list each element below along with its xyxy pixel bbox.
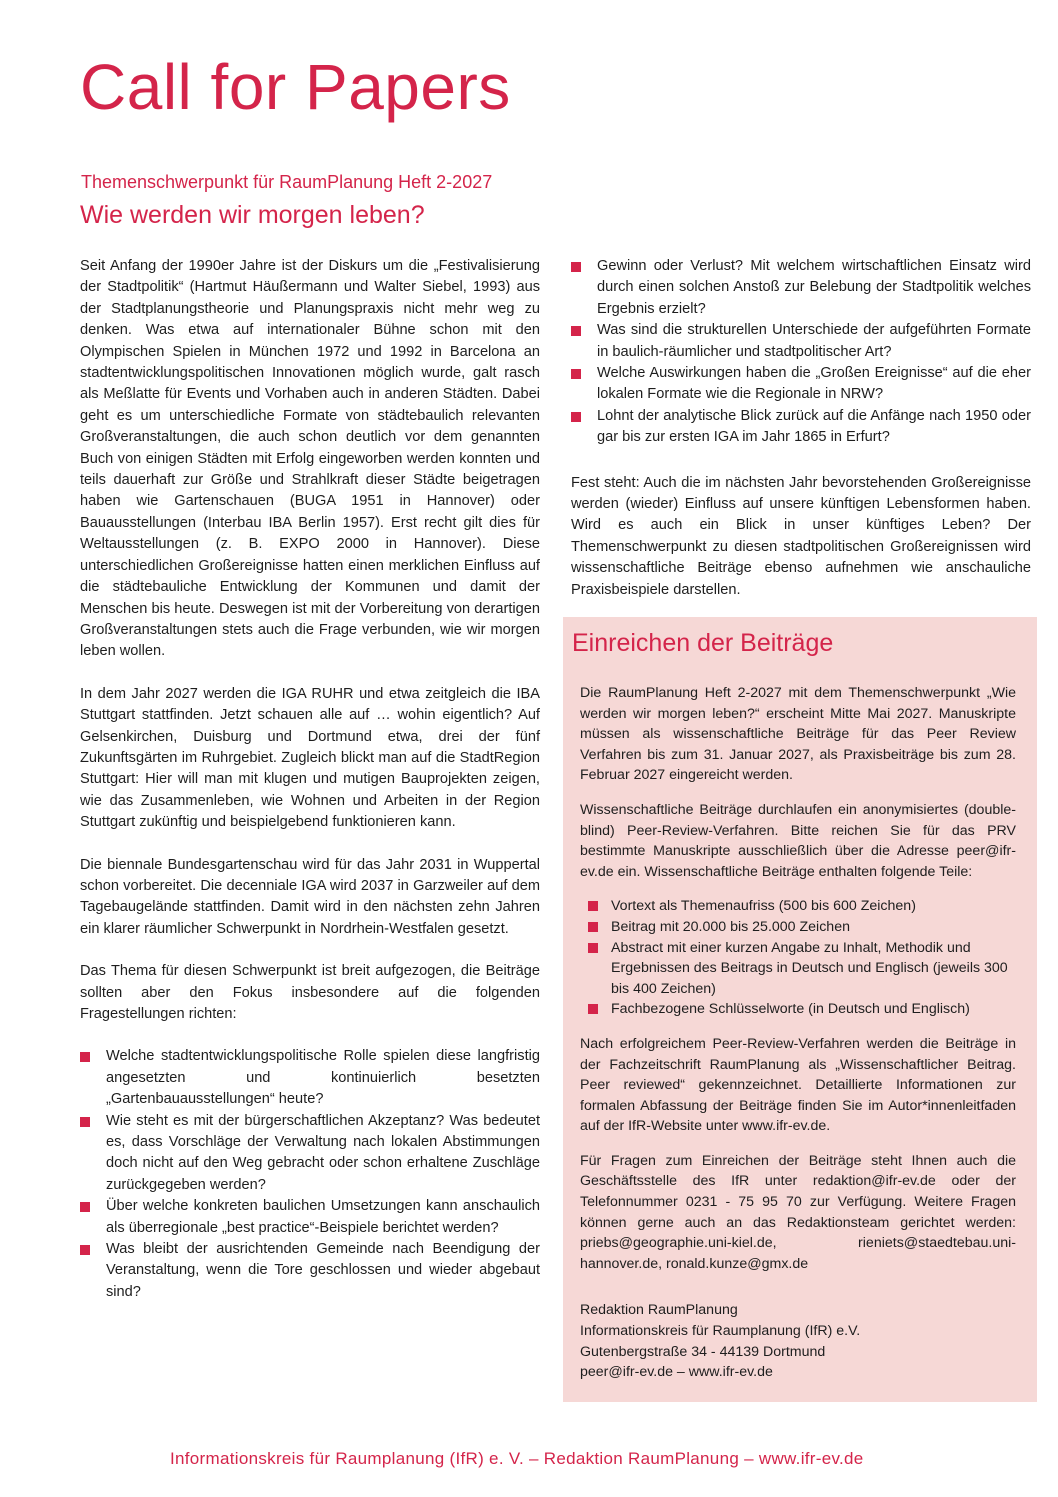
list-item-text: Beitrag mit 20.000 bis 25.000 Zeichen	[611, 918, 850, 935]
list-item	[580, 917, 1016, 938]
bullet-square-icon	[588, 943, 598, 953]
topic-paragraph: Das Thema für diesen Schwerpunkt ist breit aufgezogen, die Beiträge sollten aber den Fokus insbesondere auf die folgenden Fragestellungen richten:	[80, 963, 540, 1022]
page-subtitle: Themenschwerpunkt für RaumPlanung Heft 2-2027	[81, 172, 493, 192]
publication-paragraph: Nach erfolgreichem Peer-Review-Verfahren werden die Beiträge in der Fachzeitschrift RaumPlanung als „Wissenschaftlicher Beitrag. Peer reviewed“ gekennzeichnet. Detaillierte Informationen zur formalen Abfassung der Beiträge finden Sie im Autor*innenleitfaden auf der IfR-Website unter www.ifr-ev.de.	[580, 1035, 1016, 1135]
bullet-square-icon	[80, 1202, 90, 1212]
right-column	[571, 256, 1031, 601]
footer-text: Informationskreis für Raumplanung (IfR) e. V. – Redaktion RaumPlanung – www.ifr-ev.de	[170, 1449, 864, 1468]
list-item	[571, 256, 1031, 320]
theme-question: Wie werden wir morgen leben?	[80, 201, 425, 229]
list-item	[80, 1196, 540, 1239]
conclusion-paragraph: Fest steht: Auch die im nächsten Jahr bevorstehenden Großereignisse werden (wieder) Einfluss auf unsere künftigen Lebensformen haben. Wird es auch ein Blick in unser künftiges Leben? Der Themenschwerpunkt zu diesen stadtpolitischen Großereignissen wird wissenschaftliche Beiträge ebenso aufnehmen wie anschauliche Praxisbeispiele darstellen.	[571, 474, 1031, 598]
list-item-text: Wie steht es mit der bürgerschaftlichen Akzeptanz? Was bedeutet es, dass Vorschläge der Verwaltung nach lokalen Abstimmungen doch nicht auf den Weg gebracht oder schon erhaltene Zuschläge zurückgegeben werden?	[106, 1112, 540, 1193]
buga-paragraph: Die biennale Bundesgartenschau wird für das Jahr 2031 in Wuppertal schon vorbereitet. Die decenniale IGA wird 2037 in Garzweiler auf dem Tagebaugelände stattfinden. Damit wird in den nächsten zehn Jahren ein klarer räumlicher Schwerpunkt in Nordrhein-Westfalen gesetzt.	[80, 856, 540, 937]
list-item-text: Welche stadtentwicklungspolitische Rolle spielen diese langfristig angesetzten und kontinuierlich besetzten „Gartenbauausstellungen“ heute?	[106, 1048, 540, 1108]
iga-ruhr-paragraph: In dem Jahr 2027 werden die IGA RUHR und etwa zeitgleich die IBA Stuttgart stattfinden. Jetzt schauen alle auf … wohin eigentlich? Auf Gelsenkirchen, Duisburg und Dortmund etwa, drei der fünf Zukunftsgärten im Ruhrgebiet. Zugleich blickt man auf die StadtRegion Stuttgart: Hier will man mit klugen und mutigen Bauprojekten zeigen, wie das Zusammenleben, wie Wohnen und Arbeiten in der Region Stuttgart zukünftig und beispielgebend funktionieren kann.	[80, 685, 540, 831]
list-item-text: Abstract mit einer kurzen Angabe zu Inhalt, Methodik und Ergebnissen des Beitrags in Deutsch und Englisch (jeweils 300 bis 400 Zeichen)	[611, 939, 1008, 997]
contact-line: Informationskreis für Raumplanung (IfR) e.V.	[580, 1323, 861, 1340]
list-item-text: Vortext als Themenaufriss (500 bis 600 Zeichen)	[611, 898, 916, 915]
list-item-text: Was bleibt der ausrichtenden Gemeinde nach Beendigung der Veranstaltung, wenn die Tore geschlossen und wieder abgebaut sind?	[106, 1241, 540, 1300]
submission-box	[563, 617, 1037, 1402]
list-item	[571, 320, 1031, 363]
question-list	[80, 1046, 540, 1303]
bullet-square-icon	[571, 412, 581, 422]
list-item-text: Welche Auswirkungen haben die „Großen Ereignisse“ auf die eher lokalen Formate wie die Regionale in NRW?	[597, 365, 1031, 403]
required-parts-list	[580, 896, 1016, 1020]
list-item	[80, 1046, 540, 1110]
bullet-square-icon	[80, 1245, 90, 1255]
bullet-square-icon	[588, 901, 598, 911]
page-title: Call for Papers	[80, 51, 511, 123]
list-item	[580, 896, 1016, 917]
list-item	[580, 938, 1016, 1000]
contact-questions-paragraph: Für Fragen zum Einreichen der Beiträge steht Ihnen auch die Geschäftsstelle des IfR unter redaktion@ifr-ev.de oder der Telefonnummer 0231 - 75 95 70 zur Verfügung. Weitere Fragen können gerne auch an das Redaktionsteam gerichtet werden: priebs@geographie.uni-kiel.de, rieniets@staedtebau.uni-hannover.de, ronald.kunze@gmx.de	[580, 1152, 1016, 1272]
bullet-square-icon	[588, 922, 598, 932]
list-item-text: Über welche konkreten baulichen Umsetzungen kann anschaulich als überregionale „best practice“-Beispiele berichtet werden?	[106, 1198, 540, 1236]
list-item	[580, 999, 1016, 1020]
list-item-text: Fachbezogene Schlüsselworte (in Deutsch und Englisch)	[611, 1001, 970, 1018]
intro-paragraph: Seit Anfang der 1990er Jahre ist der Diskurs um die „Festivalisierung der Stadtpolitik“ (Hartmut Häußermann und Walter Siebel, 1993) aus der Stadtplanungstheorie und Planungspraxis nicht mehr weg zu denken. Was etwa auf internationaler Bühne schon mit den Olympischen Spielen in München 1972 und 1992 in Barcelona an stadtentwicklungspolitischen Innovationen möglich wurde, galt rasch als Meßlatte für Events und Vorhaben auch in anderen Städten. Dabei geht es um unterschiedliche Formate von städtebaulich relevanten Großveranstaltungen, die auch schon deutlich vor dem genannten Buch von einigen Städten mit Erfolg eingeworben werden konnten und teils dauerhaft zur Größe und Strahlkraft dieser Städte beigetragen haben wie Gartenschauen (BUGA 1951 in Hannover) oder Bauausstellungen (Interbau IBA Berlin 1957). Erst recht gilt dies für Weltausstellungen (z. B. EXPO 2000 in Hannover). Diese unterschiedlichen Großereignisse hatten einen merklichen Einfluss auf die städtebauliche Entwicklung der Kommunen und damit der Menschen bis heute. Deswegen ist mit der Vorbereitung von derartigen Großveranstaltungen stets auch die Frage verbunden, wie wir morgen leben wollen.	[80, 258, 540, 660]
contact-line: Redaktion RaumPlanung	[580, 1302, 738, 1319]
bullet-square-icon	[571, 262, 581, 272]
deadline-paragraph: Die RaumPlanung Heft 2-2027 mit dem Themenschwerpunkt „Wie werden wir morgen leben?“ erscheint Mitte Mai 2027. Manuskripte müssen als wissenschaftliche Beiträge für das Peer Review Verfahren bis zum 31. Januar 2027, als Praxisbeiträge bis zum 28. Februar 2027 eingereicht werden.	[580, 685, 1016, 784]
contact-line: Gutenbergstraße 34 - 44139 Dortmund	[580, 1343, 826, 1360]
bullet-square-icon	[80, 1052, 90, 1062]
list-item-text: Gewinn oder Verlust? Mit welchem wirtschaftlichen Einsatz wird durch einen solchen Anstoß zur Belebung der Stadtpolitik welches Ergebnis erzielt?	[597, 258, 1031, 317]
submission-heading: Einreichen der Beiträge	[572, 629, 834, 657]
bullet-square-icon	[571, 369, 581, 379]
question-list-continued	[571, 256, 1031, 449]
list-item	[571, 406, 1031, 449]
submission-body	[580, 683, 1016, 1383]
bullet-square-icon	[80, 1117, 90, 1127]
list-item	[80, 1111, 540, 1197]
contact-line: peer@ifr-ev.de – www.ifr-ev.de	[580, 1364, 773, 1381]
bullet-square-icon	[571, 326, 581, 336]
left-column	[80, 256, 540, 1303]
list-item	[80, 1239, 540, 1303]
list-item-text: Was sind die strukturellen Unterschiede der aufgeführten Formate in baulich-räumlicher und stadtpolitischer Art?	[597, 322, 1031, 360]
contact-block	[580, 1300, 1016, 1382]
bullet-square-icon	[588, 1004, 598, 1014]
list-item	[571, 363, 1031, 406]
peer-review-paragraph: Wissenschaftliche Beiträge durchlaufen ein anonymisiertes (double-blind) Peer-Review-Verfahren. Bitte reichen Sie für das PRV bestimmte Manuskripte ausschließlich über die Adresse peer@ifr-ev.de ein. Wissenschaftliche Beiträge enthalten folgende Teile:	[580, 801, 1016, 880]
list-item-text: Lohnt der analytische Blick zurück auf die Anfänge nach 1950 oder gar bis zur ersten IGA im Jahr 1865 in Erfurt?	[597, 407, 1031, 446]
